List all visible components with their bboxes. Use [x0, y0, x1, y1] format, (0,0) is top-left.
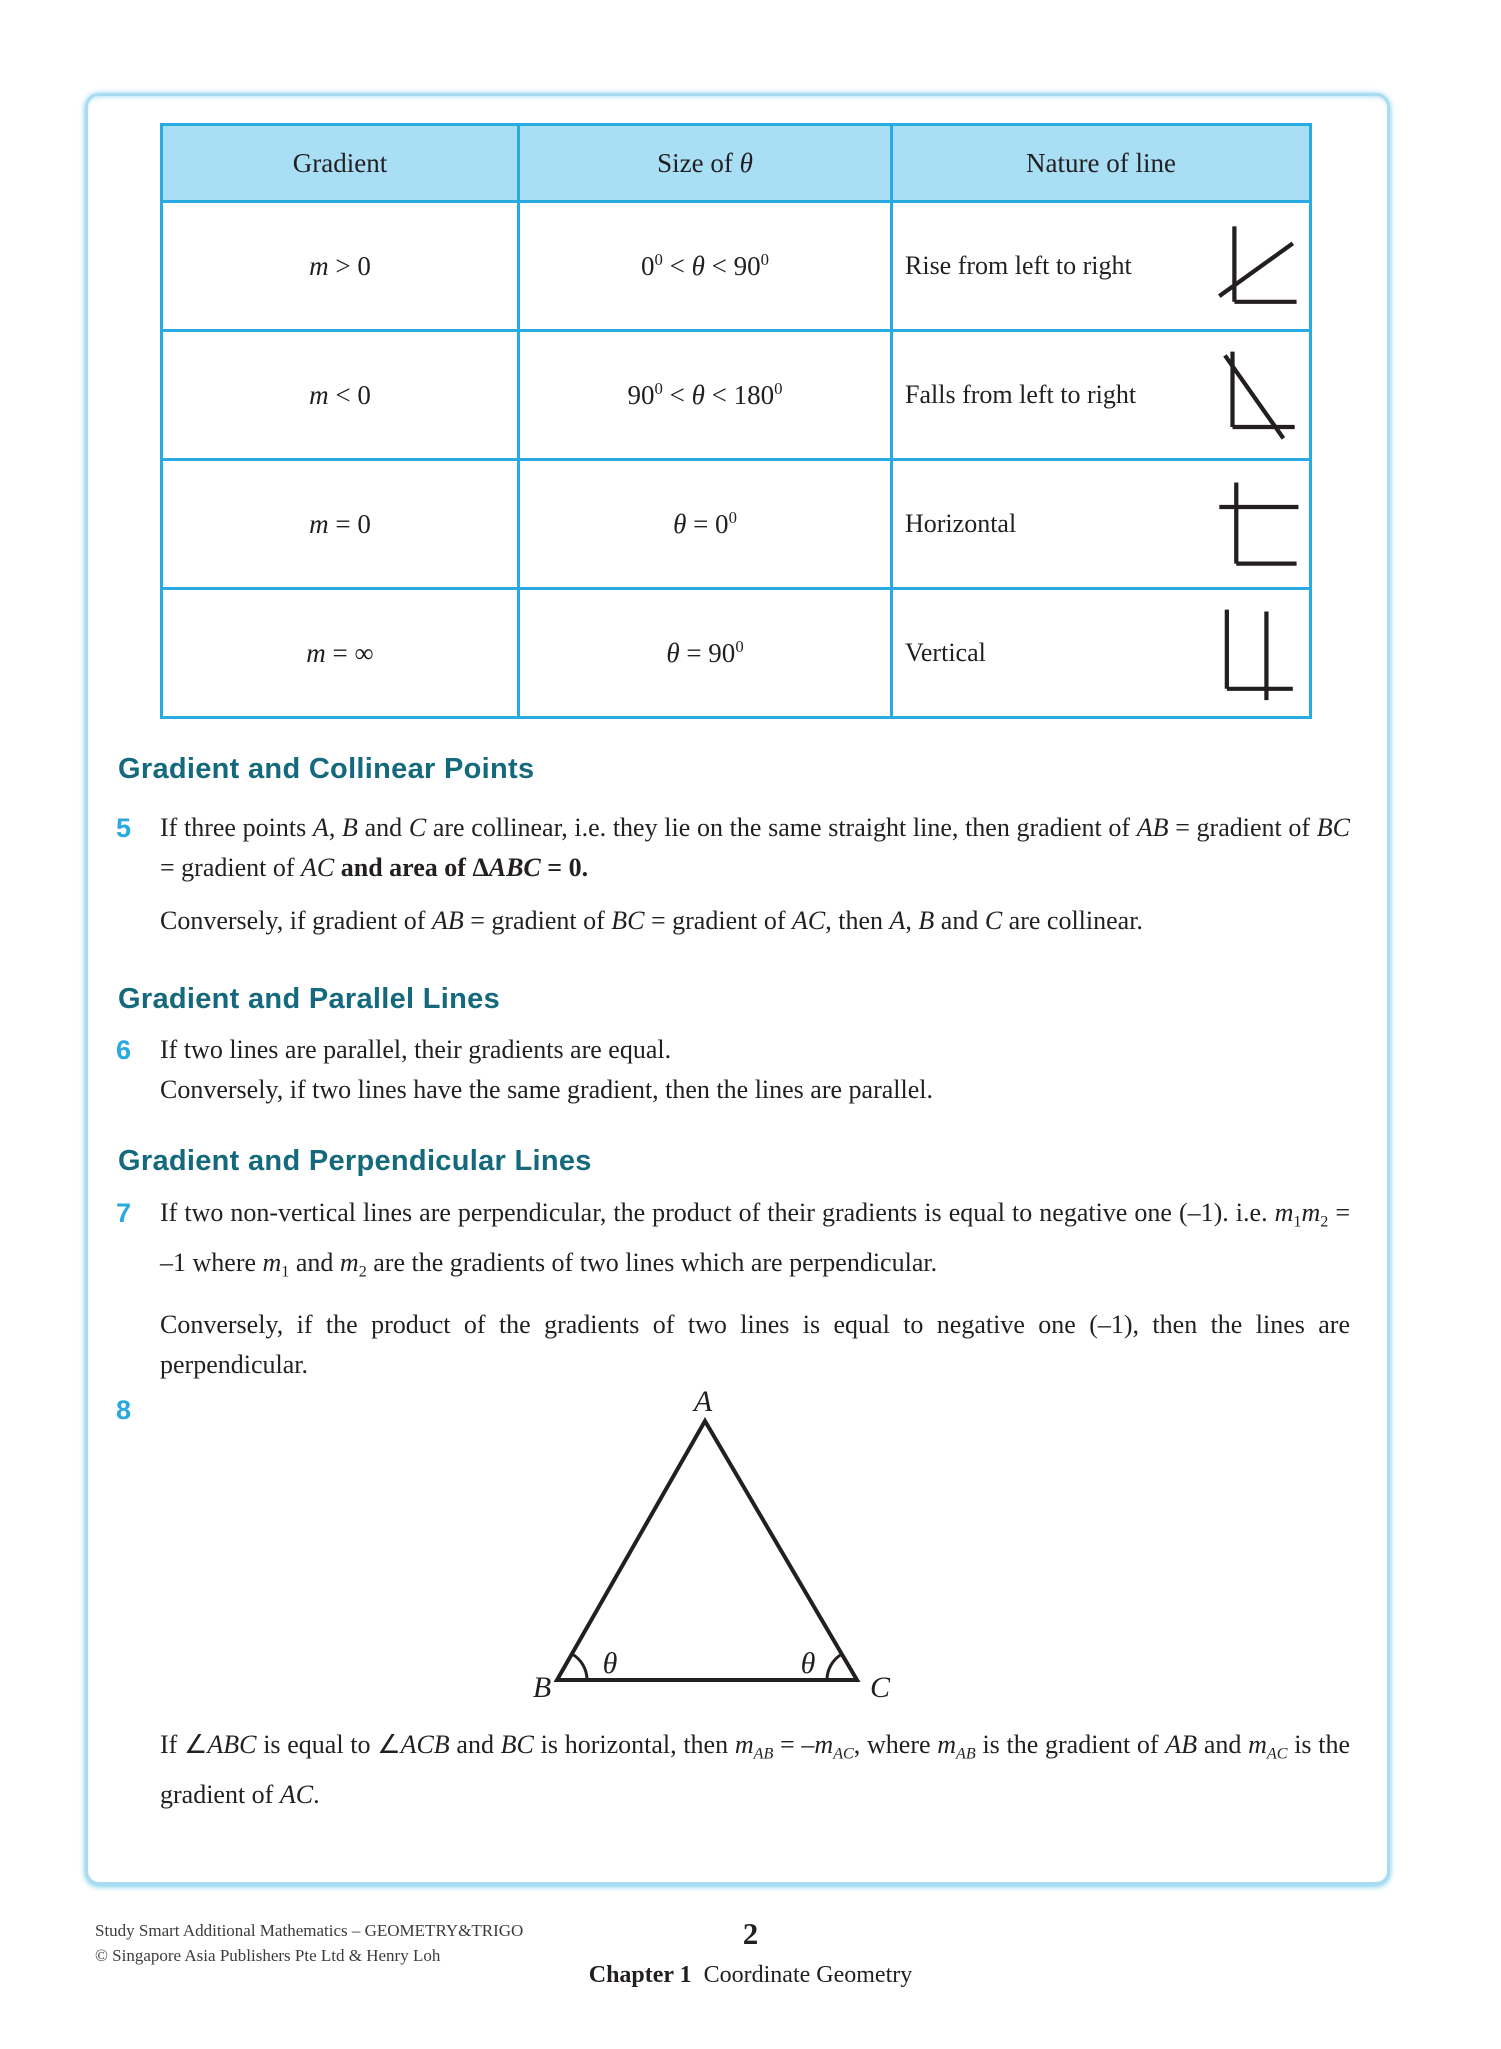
table-header-nature-of-line: Nature of line: [892, 125, 1311, 202]
gradient-cell: m = 0: [162, 460, 519, 589]
theta-cell: $0^0 < \theta < 90^0$: [519, 202, 892, 331]
item-number-8: 8: [116, 1395, 132, 1425]
gradient-cell: m > 0: [162, 202, 519, 331]
paragraph: If three points A, B and C are collinear, i.e. they lie on the same straight line, then gradient of AB = gradient of BC = gradient of AC and area of ΔABC = 0.: [160, 813, 1351, 882]
nature-label: Vertical: [905, 638, 986, 667]
isosceles-text: [160, 1725, 1350, 1815]
theta-cell: $90^0 < \theta < 180^0$: [519, 331, 892, 460]
page-number: 2: [742, 1916, 759, 1951]
table-row: [162, 589, 1311, 718]
nature-cell: [892, 589, 1311, 718]
vertical-line-icon: [1213, 604, 1301, 702]
rising-line-icon: [1213, 217, 1301, 315]
angle-label-theta-c: θ: [800, 1647, 816, 1680]
nature-label: Rise from left to right: [905, 251, 1132, 280]
paragraph: If ∠ABC is equal to ∠ACB and BC is horizontal, then $m_{AB} = -m_{AC}$, where $m_{AB}$ is the gradient of AB and $m_{AC}$ is the gradient of AC.: [160, 1730, 1351, 1809]
collinear-points-text: [160, 808, 1350, 941]
table-header-row: [162, 125, 1311, 202]
gradient-table: [160, 123, 1312, 719]
vertex-label-b: B: [532, 1671, 552, 1704]
vertex-label-a: A: [693, 1385, 713, 1418]
falling-line-icon: [1213, 346, 1301, 444]
imprint-series-title: Study Smart Additional Mathematics – GEOMETRY&TRIGO: [95, 1921, 524, 1940]
nature-cell: [892, 331, 1311, 460]
nature-cell: [892, 202, 1311, 331]
table-row: [162, 202, 1311, 331]
chapter-line: [0, 1962, 1501, 1989]
angle-label-theta-b: θ: [602, 1647, 618, 1680]
chapter-label: Chapter 1: [588, 1962, 692, 1988]
paragraph: Conversely, if gradient of AB = gradient of BC = gradient of AC, then A, B and C are collinear.: [160, 906, 1143, 935]
parallel-lines-text: [160, 1030, 1350, 1110]
triangle-outline: [557, 1421, 857, 1680]
gradient-cell: m < 0: [162, 331, 519, 460]
angle-arc-b: [572, 1654, 587, 1680]
vertex-label-c: C: [869, 1671, 891, 1704]
page-footer: [0, 1916, 1501, 2036]
paragraph: Conversely, if the product of the gradients of two lines is equal to negative one (–1), then the lines are perpendicular.: [160, 1310, 1350, 1380]
perpendicular-lines-text: [160, 1193, 1350, 1385]
table-row: [162, 331, 1311, 460]
chapter-title: Coordinate Geometry: [703, 1962, 913, 1988]
paragraph: Conversely, if two lines have the same gradient, then the lines are parallel.: [160, 1075, 933, 1104]
theta-cell: $\theta = 0^0$: [519, 460, 892, 589]
angle-arc-c: [827, 1654, 842, 1680]
content-border-box: [85, 93, 1390, 1885]
table-header-gradient: Gradient: [162, 125, 519, 202]
section-heading-collinear-points: Gradient and Collinear Points: [118, 753, 535, 785]
theta-cell: $\theta = 90^0$: [519, 589, 892, 718]
item-number-7: 7: [116, 1198, 132, 1228]
nature-cell: [892, 460, 1311, 589]
gradient-cell: m = ∞: [162, 589, 519, 718]
item-number-6: 6: [116, 1035, 132, 1065]
item-number-5: 5: [116, 813, 132, 843]
isosceles-triangle-diagram: [520, 1385, 900, 1715]
horizontal-line-icon: [1213, 475, 1301, 573]
imprint-copyright: © Singapore Asia Publishers Pte Ltd & Henry Loh: [95, 1946, 441, 1965]
section-heading-parallel-lines: Gradient and Parallel Lines: [118, 983, 500, 1015]
paragraph: If two non-vertical lines are perpendicular, the product of their gradients is equal to negative one (–1). i.e. $m_1m_2 = -1$ where $m_1$ and $m_2$ are the gradients of two lines which are perpendicular.: [160, 1198, 1350, 1281]
table-header-size-of-theta: Size of θ: [519, 125, 892, 202]
section-heading-perpendicular-lines: Gradient and Perpendicular Lines: [118, 1145, 592, 1177]
nature-label: Horizontal: [905, 509, 1017, 538]
table-row: [162, 460, 1311, 589]
paragraph: If two lines are parallel, their gradients are equal.: [160, 1035, 672, 1064]
nature-label: Falls from left to right: [905, 380, 1137, 409]
